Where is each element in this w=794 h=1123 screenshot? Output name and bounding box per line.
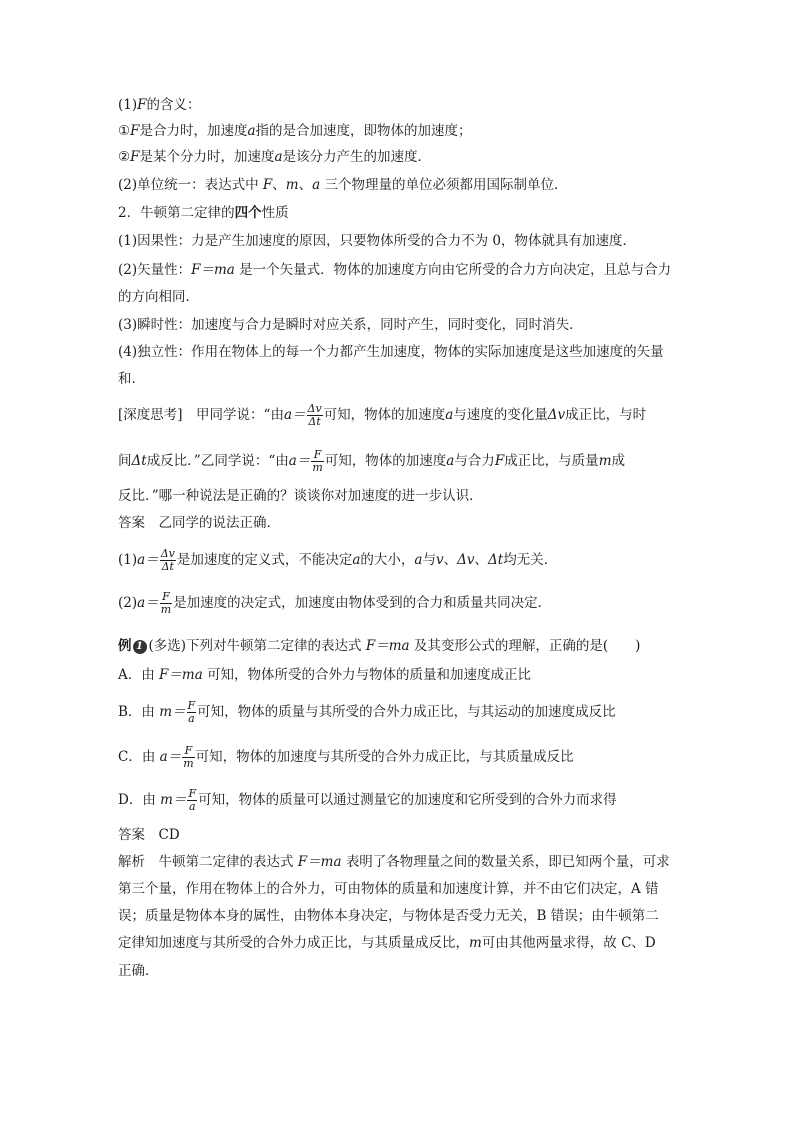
meaning-item-1: ①F是合力时，加速度a指的是合加速度，即物体的加速度；: [118, 123, 472, 139]
explanation-line-1: 解析 牛顿第二定律的表达式 F＝ma 表明了各物理量之间的数量关系，即已知两个量，可求: [118, 854, 670, 870]
property-instantaneity: (3)瞬时性：加速度与合力是瞬时对应关系，同时产生，同时变化，同时消失．: [118, 317, 583, 333]
answer-definition-formula: (1)a＝ $\frac{\Delta v}{\Delta t}$ 是加速度的定义式，不能决定a的大小，a与v、Δv、Δt均无关．: [118, 547, 558, 573]
answer-label: 答案: [118, 515, 145, 531]
deep-thinking-tag: [深度思考]: [118, 407, 183, 423]
property-vector-cont: 的方向相同．: [118, 289, 199, 305]
explanation-line-2: 第三个量，作用在物体上的合外力，可由物体的质量和加速度计算，并不由它们决定，A 错: [118, 881, 659, 897]
property-causality: (1)因果性：力是产生加速度的原因，只要物体所受的合力不为 0，物体就具有加速度．: [118, 233, 637, 249]
answer-2: 答案 CD: [118, 827, 180, 843]
example-number-badge: 1: [133, 640, 147, 654]
answer-label-2: 答案: [118, 827, 145, 843]
property-independence: (4)独立性：作用在物体上的每一个力都产生加速度，物体的实际加速度是这些加速度的矢量: [118, 344, 664, 360]
option-b: B．由 m＝ $\frac{F}{a}$ 可知，物体的质量与其所受的合外力成正比，与其运动的加速度成反比: [118, 699, 616, 725]
deep-thinking-line-3: 反比．”哪一种说法是正确的？谈谈你对加速度的进一步认识．: [118, 488, 483, 504]
unit-unification: (2)单位统一：表达式中 F、m、a 三个物理量的单位必须都用国际制单位．: [118, 177, 568, 193]
property-vector: (2)矢量性：F＝ma 是一个矢量式．物体的加速度方向由它所受的合力方向决定，且总与合力: [118, 262, 672, 278]
explanation-line-5: 正确．: [118, 963, 159, 979]
explanation-label: 解析: [118, 854, 145, 870]
fraction-f-m: $\frac{F}{m}$: [312, 448, 323, 474]
option-c: C．由 a＝ $\frac{F}{m}$ 可知，物体的加速度与其所受的合外力成正比，与其质量成反比: [118, 744, 574, 770]
deep-thinking-line-2: 间Δt成反比．”乙同学说：“由a＝ $\frac{F}{m}$ 可知，物体的加速度a与合力F成正比，与质量m成: [118, 448, 625, 474]
answer-1: 答案 乙同学的说法正确．: [118, 515, 280, 531]
section-heading-four-properties: 2．牛顿第二定律的四个性质: [118, 205, 289, 221]
option-a: A．由 F＝ma 可知，物体所受的合外力与物体的质量和加速度成正比: [118, 667, 532, 683]
option-d: D．由 m＝ $\frac{F}{a}$ 可知，物体的质量可以通过测量它的加速度和它所受到的合外力而求得: [118, 787, 617, 813]
meaning-heading: (1)F的含义：: [118, 97, 201, 113]
fraction-f-a: $\frac{F}{a}$: [187, 699, 196, 725]
fraction-dv-dt-2: $\frac{\Delta v}{\Delta t}$: [160, 547, 175, 573]
explanation-line-3: 误；质量是物体本身的属性，由物体本身决定，与物体是否受力无关，B 错误；由牛顿第二: [118, 908, 659, 924]
meaning-item-2: ②F是某个分力时，加速度a是该分力产生的加速度．: [118, 149, 432, 165]
fraction-f-a-2: $\frac{F}{a}$: [188, 787, 197, 813]
example-question: 例 1 (多选)下列对牛顿第二定律的表达式 F＝ma 及其变形公式的理解，正确的是( ): [118, 638, 641, 654]
answer-determining-formula: (2)a＝ $\frac{F}{m}$ 是加速度的决定式，加速度由物体受到的合力和质量共同决定．: [118, 590, 552, 616]
deep-thinking-line-1: [深度思考] 甲同学说：“由a＝ $\frac{\Delta v}{\Delta t}$ 可知，物体的加速度a与速度的变化量Δv成正比，与时: [118, 402, 647, 428]
fraction-dv-dt: $\frac{\Delta v}{\Delta t}$: [307, 402, 322, 428]
fraction-f-m-3: $\frac{F}{m}$: [183, 744, 194, 770]
fraction-f-m-2: $\frac{F}{m}$: [160, 590, 172, 616]
property-independence-cont: 和．: [118, 371, 145, 387]
explanation-line-4: 定律知加速度与其所受的合外力成正比，与其质量成反比，m可由其他两量求得，故 C、D: [118, 935, 656, 951]
